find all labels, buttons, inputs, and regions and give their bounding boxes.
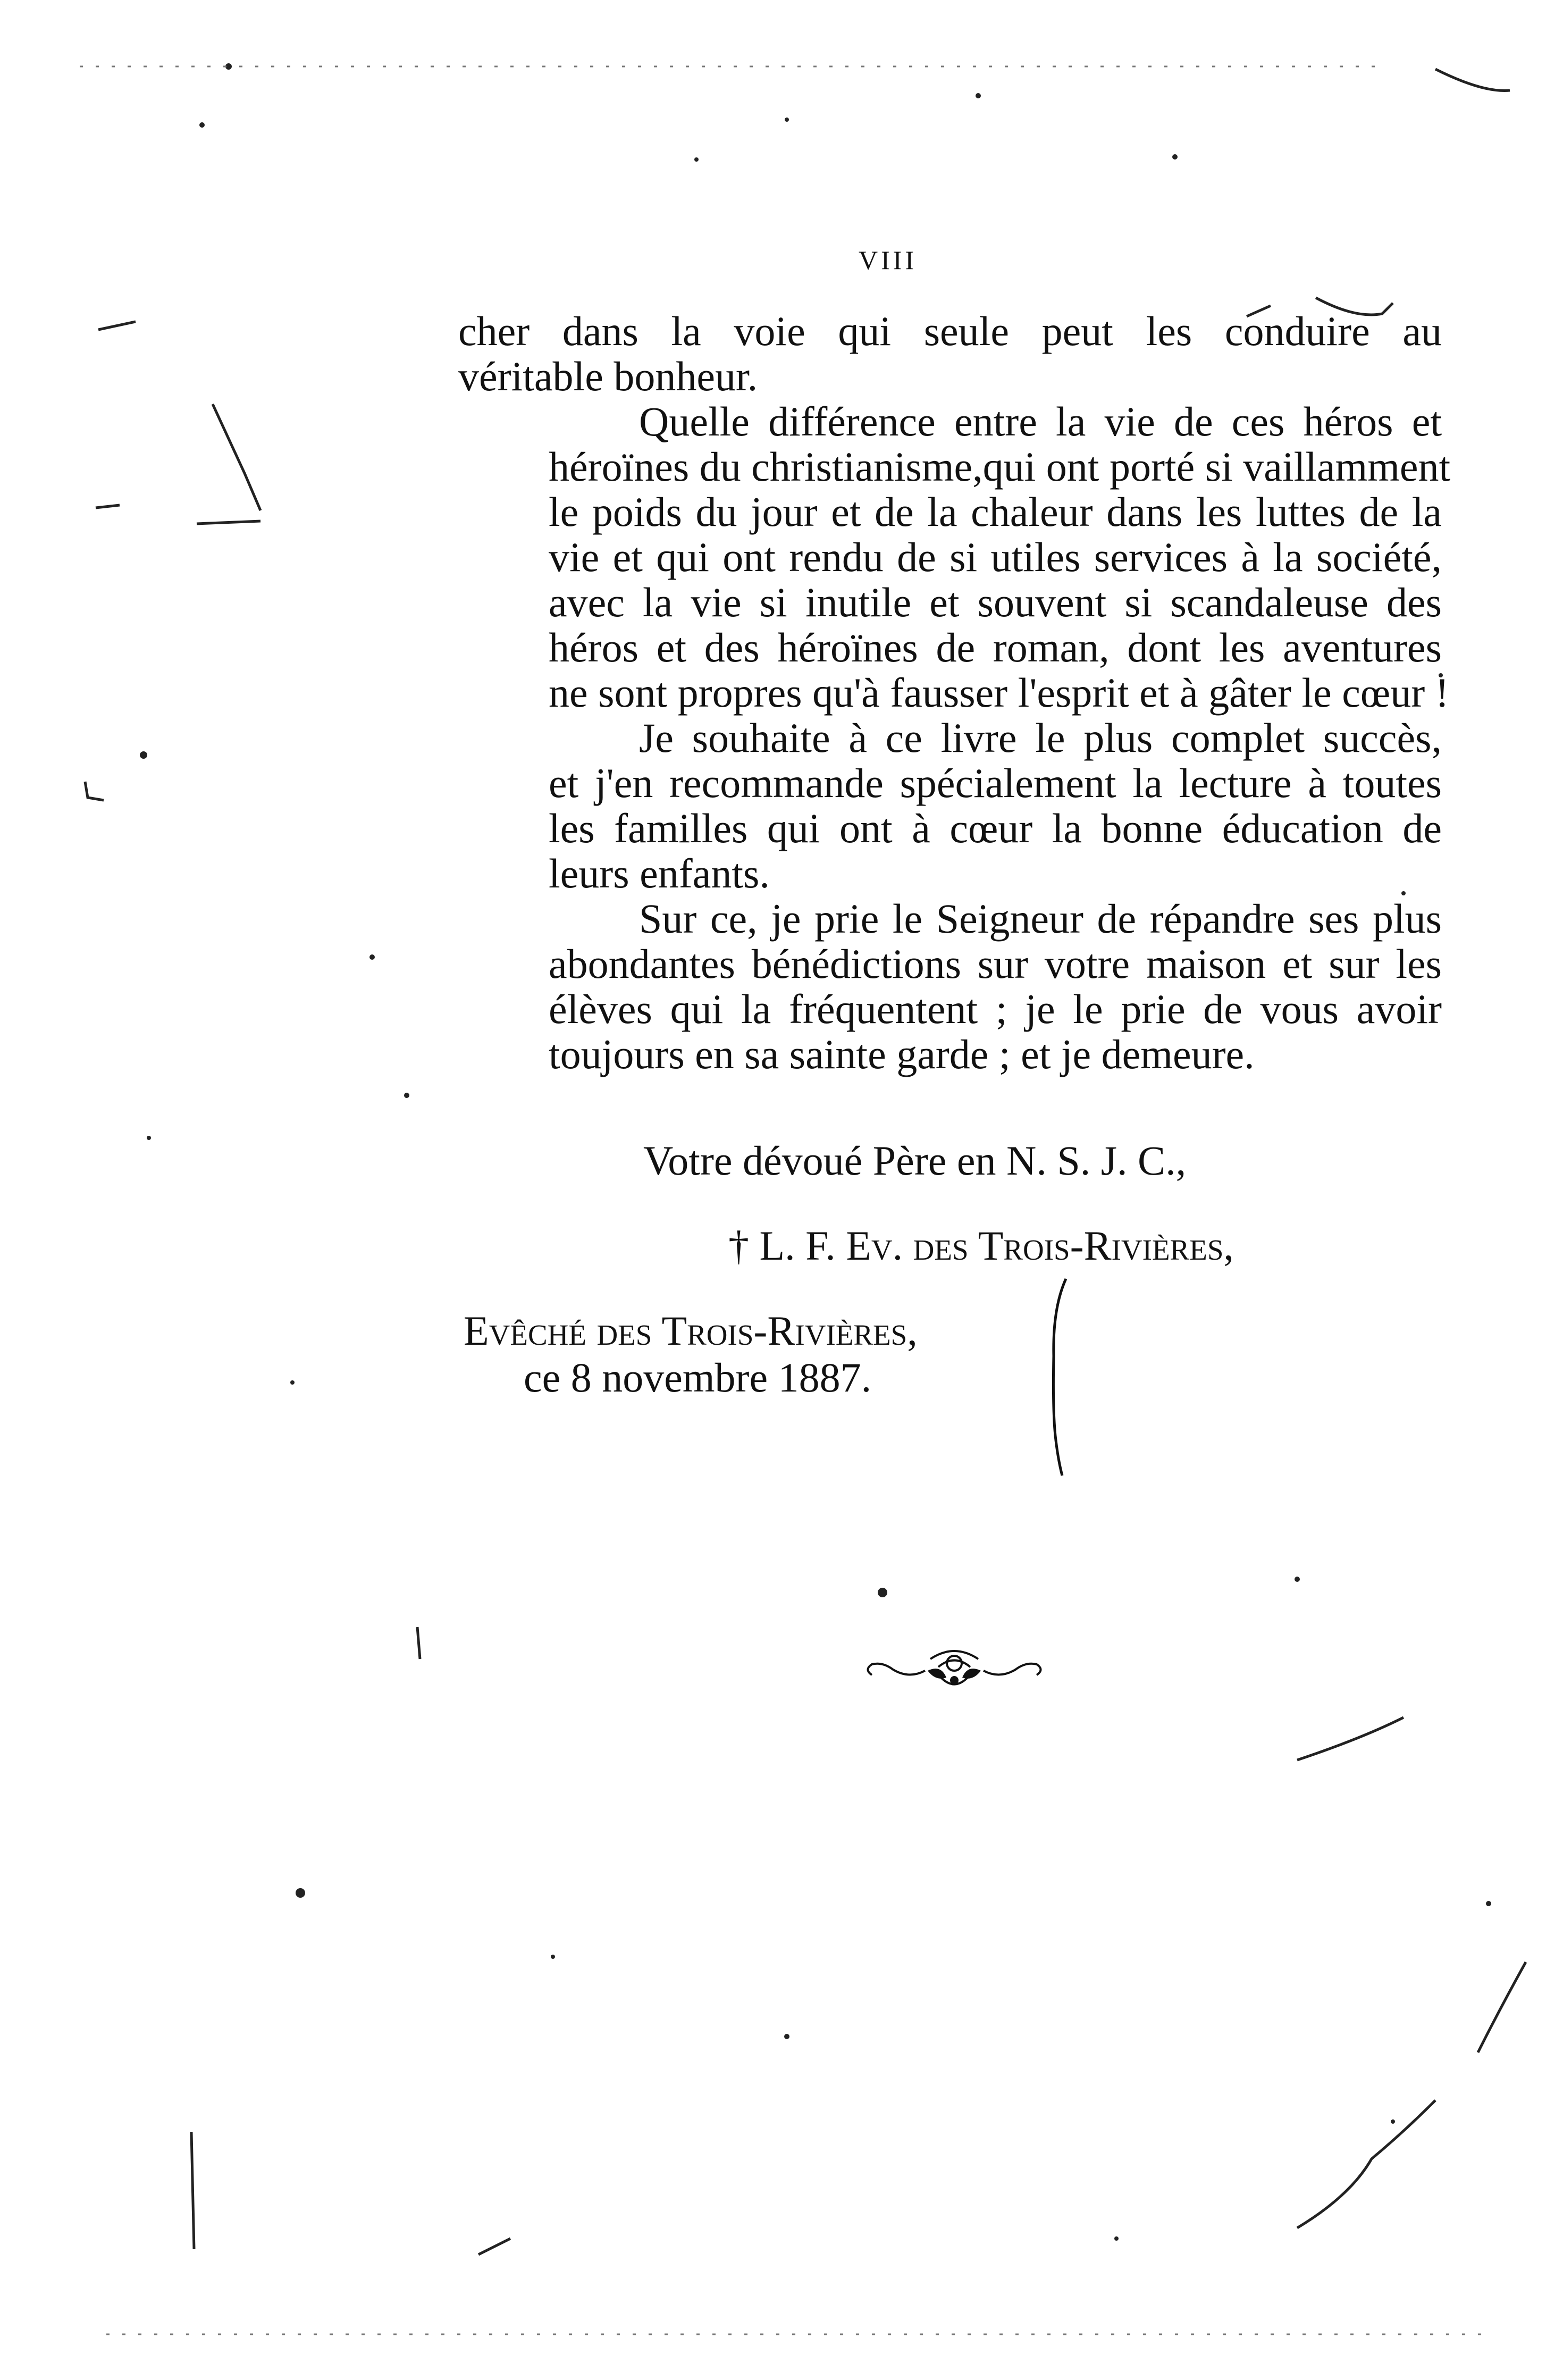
paragraph (458, 715, 1442, 896)
text-line: cher dans la voie qui seule peut les conduire au (458, 308, 1442, 354)
text-line: leurs enfants. (549, 850, 770, 896)
text-line: ne sont propres qu'à fausser l'esprit et à gâter le cœur ! (549, 669, 1449, 716)
text-line: vie et qui ont rendu de si utiles services à la société, (549, 534, 1442, 580)
text-line: Quelle différence entre la vie de ces héros et (639, 398, 1442, 445)
place-line: Evêché des Trois-Rivières, (464, 1308, 918, 1354)
date-line: ce 8 novembre 1887. (524, 1354, 872, 1401)
closing-salutation: Votre dévoué Père en N. S. J. C., (643, 1137, 1187, 1184)
decorative-ornament (861, 1638, 1047, 1696)
paragraph (458, 896, 1442, 1077)
signature-line: † L. F. Ev. des Trois-Rivières, (728, 1222, 1234, 1269)
text-line: toujours en sa sainte garde ; et je demeure. (549, 1031, 1255, 1077)
paragraph (458, 398, 1451, 716)
text-line: élèves qui la fréquentent ; je le prie de vous avoir (549, 986, 1442, 1032)
letter-body (458, 308, 1451, 1077)
text-line: le poids du jour et de la chaleur dans les luttes de la (549, 489, 1442, 535)
text-line: et j'en recommande spécialement la lecture à toutes (549, 760, 1442, 806)
text-line: héros et des héroïnes de roman, dont les aventures (549, 624, 1442, 671)
text-line: Sur ce, je prie le Seigneur de répandre ses plus (639, 895, 1442, 942)
page-number: VIII (858, 245, 918, 275)
text-line: les familles qui ont à cœur la bonne éducation de (549, 805, 1442, 851)
paragraph (458, 308, 1442, 399)
text-line: héroïnes du christianisme,qui ont porté si vaillamment (549, 443, 1451, 490)
text-line: avec la vie si inutile et souvent si scandaleuse des (549, 579, 1442, 625)
text-line: abondantes bénédictions sur votre maison et sur les (549, 941, 1442, 987)
text-line: véritable bonheur. (458, 353, 758, 399)
handwritten-bracket (1042, 1276, 1074, 1478)
text-line: Je souhaite à ce livre le plus complet succès, (639, 715, 1442, 761)
